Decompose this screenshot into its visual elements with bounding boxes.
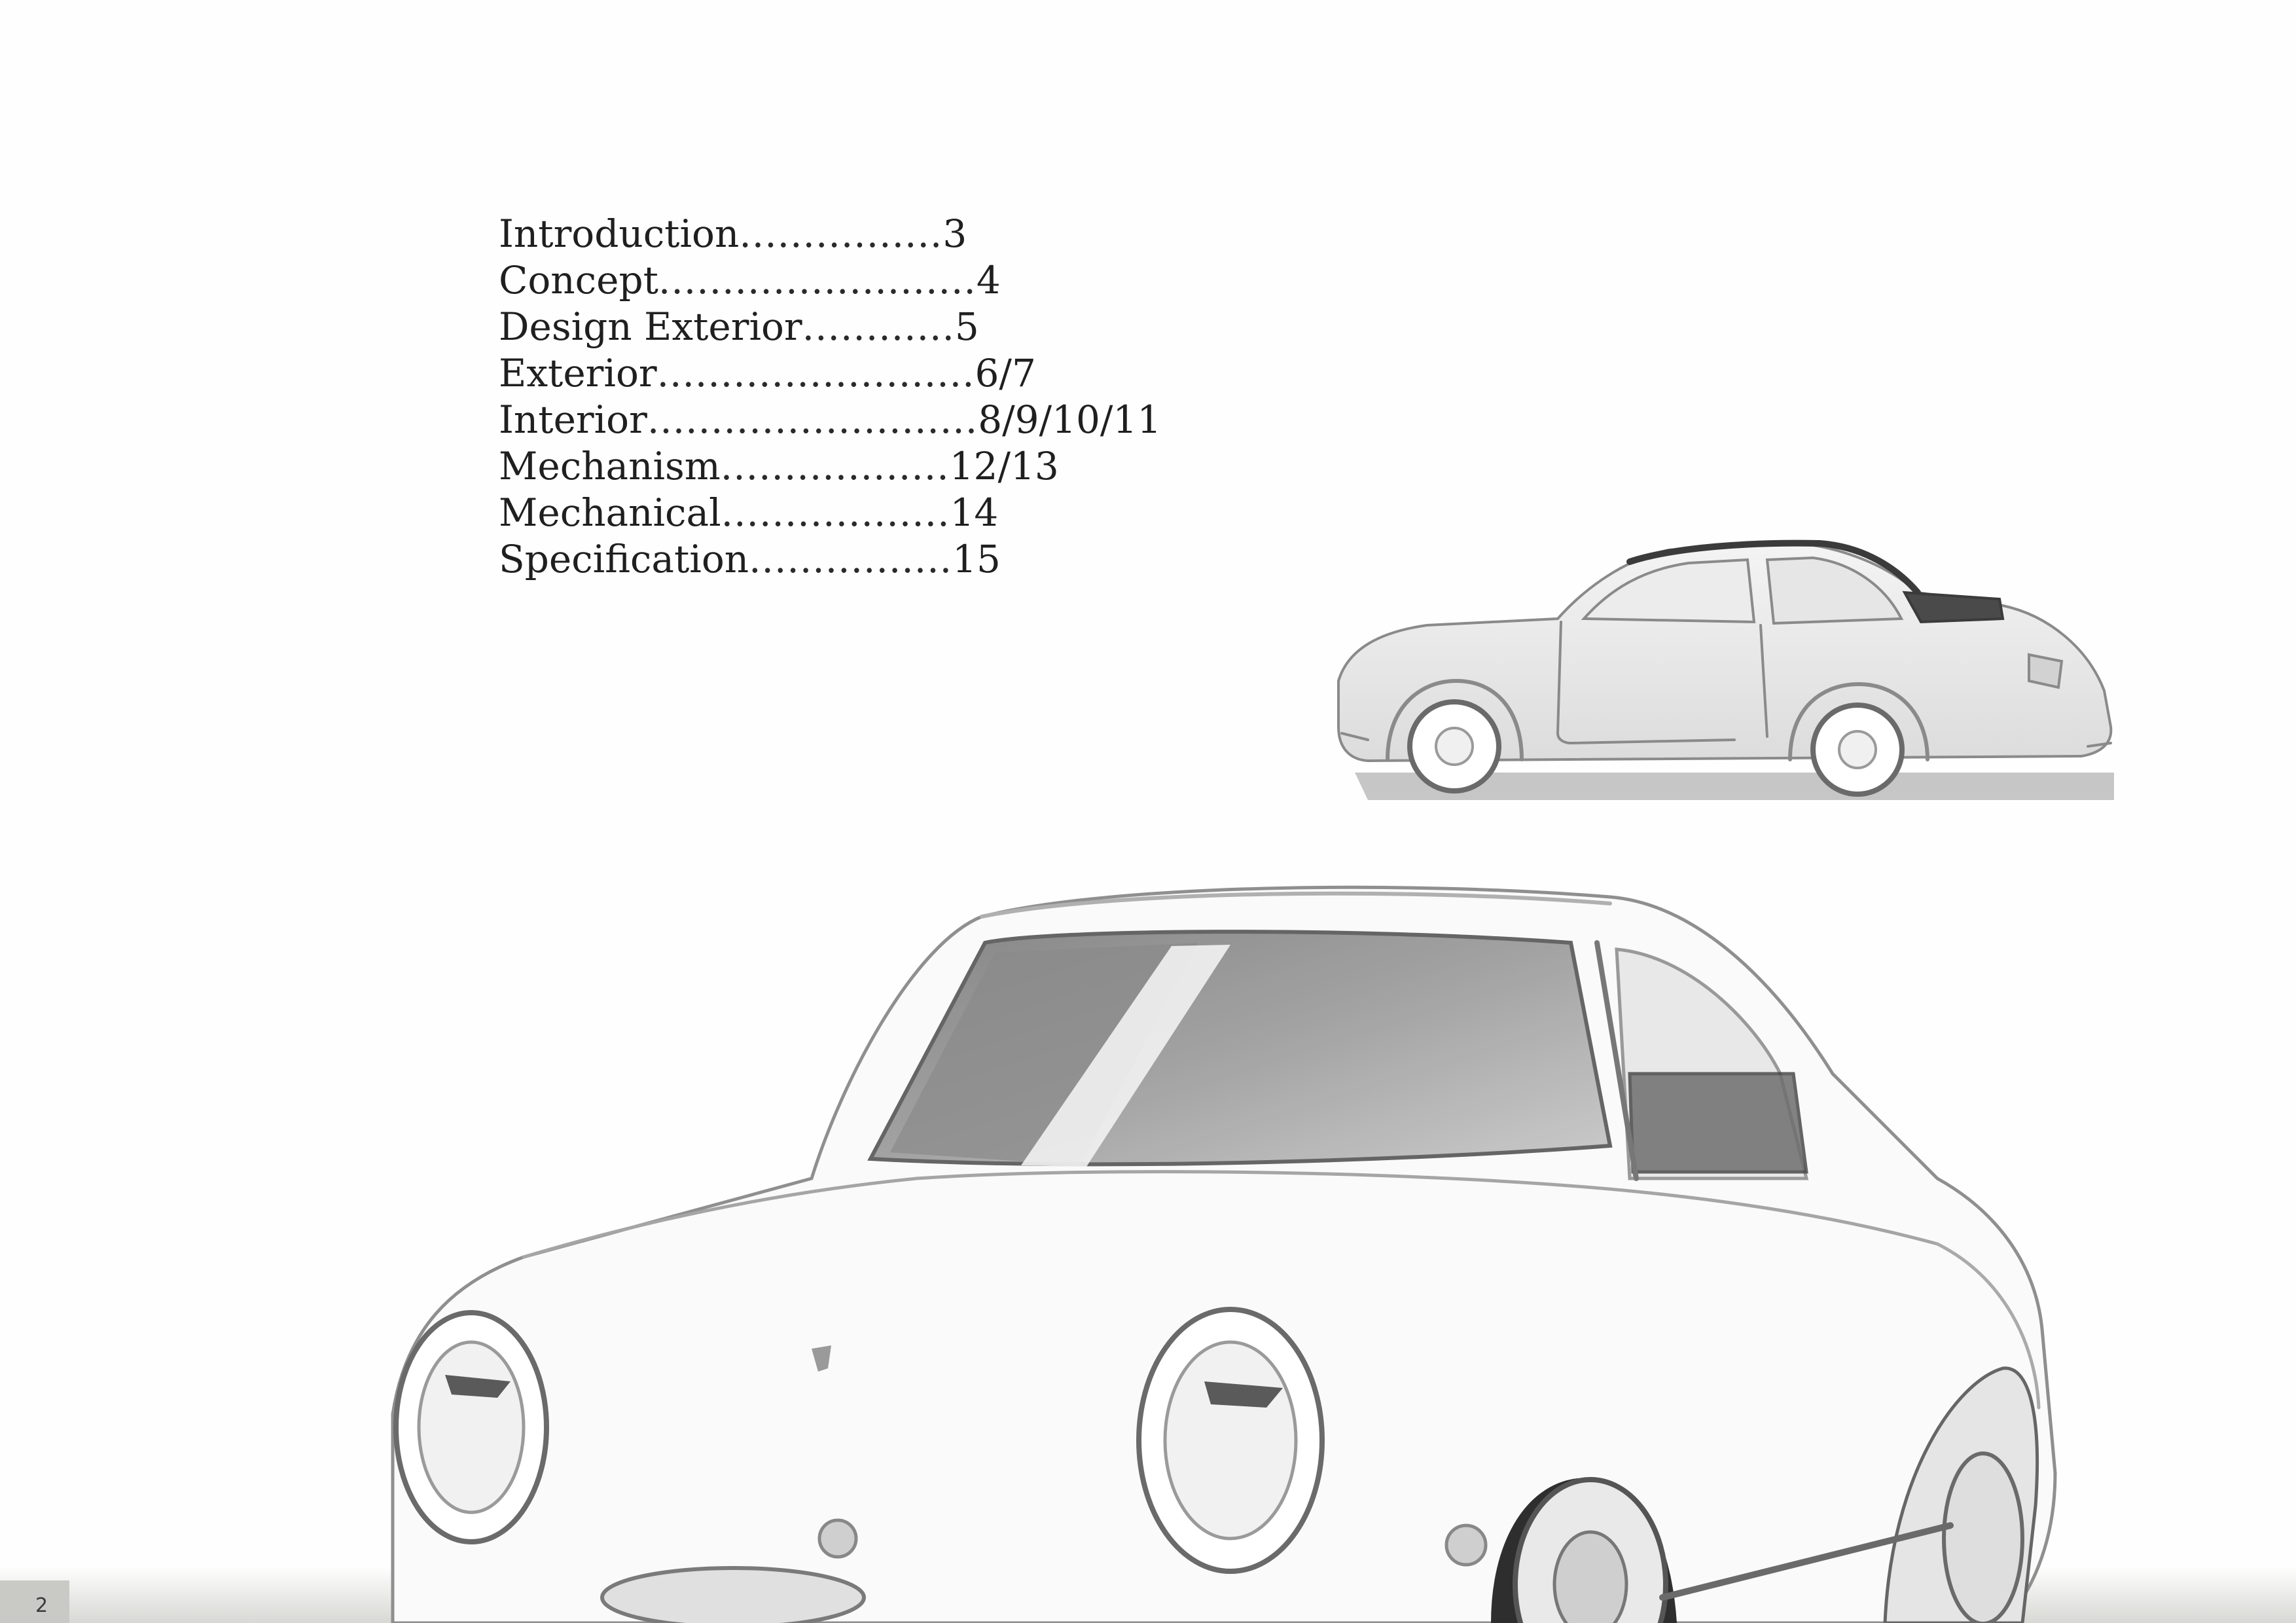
toc-title: Mechanism bbox=[499, 444, 721, 488]
toc-leader-dots: ................ bbox=[739, 211, 943, 256]
page-number: 2 bbox=[35, 1594, 48, 1617]
car-front-three-quarter-sketch bbox=[0, 887, 2296, 1623]
toc-title: Concept bbox=[499, 258, 658, 302]
toc-title: Introduction bbox=[499, 211, 740, 256]
toc-page-number: 5 bbox=[954, 304, 979, 349]
toc-page-number: 6/7 bbox=[975, 351, 1036, 395]
toc-leader-dots: .................. bbox=[720, 444, 950, 488]
car-side-view-sketch bbox=[1338, 542, 2114, 800]
toc-leader-dots: ......................... bbox=[658, 258, 977, 302]
toc-page-number: 14 bbox=[950, 490, 999, 535]
toc-page-number: 12/13 bbox=[949, 444, 1059, 488]
toc-leader-dots: .......................... bbox=[647, 397, 978, 442]
toc-leader-dots: .................. bbox=[721, 490, 950, 535]
toc-title: Interior bbox=[499, 397, 647, 442]
toc-title: Specification bbox=[499, 537, 749, 581]
toc-title: Exterior bbox=[499, 351, 657, 395]
page-number-tab bbox=[0, 1580, 69, 1623]
toc-leader-dots: ............ bbox=[802, 304, 955, 349]
toc-page-number: 4 bbox=[976, 258, 1001, 302]
toc-page-number: 3 bbox=[942, 211, 967, 256]
toc-title: Mechanical bbox=[499, 490, 721, 535]
toc-leader-dots: ......................... bbox=[656, 351, 975, 395]
toc-page-number: 8/9/10/11 bbox=[978, 397, 1162, 442]
toc-leader-dots: ................ bbox=[749, 537, 953, 581]
toc-title: Design Exterior bbox=[499, 304, 802, 349]
toc-page-number: 15 bbox=[952, 537, 1001, 581]
front-grille bbox=[602, 1568, 864, 1623]
